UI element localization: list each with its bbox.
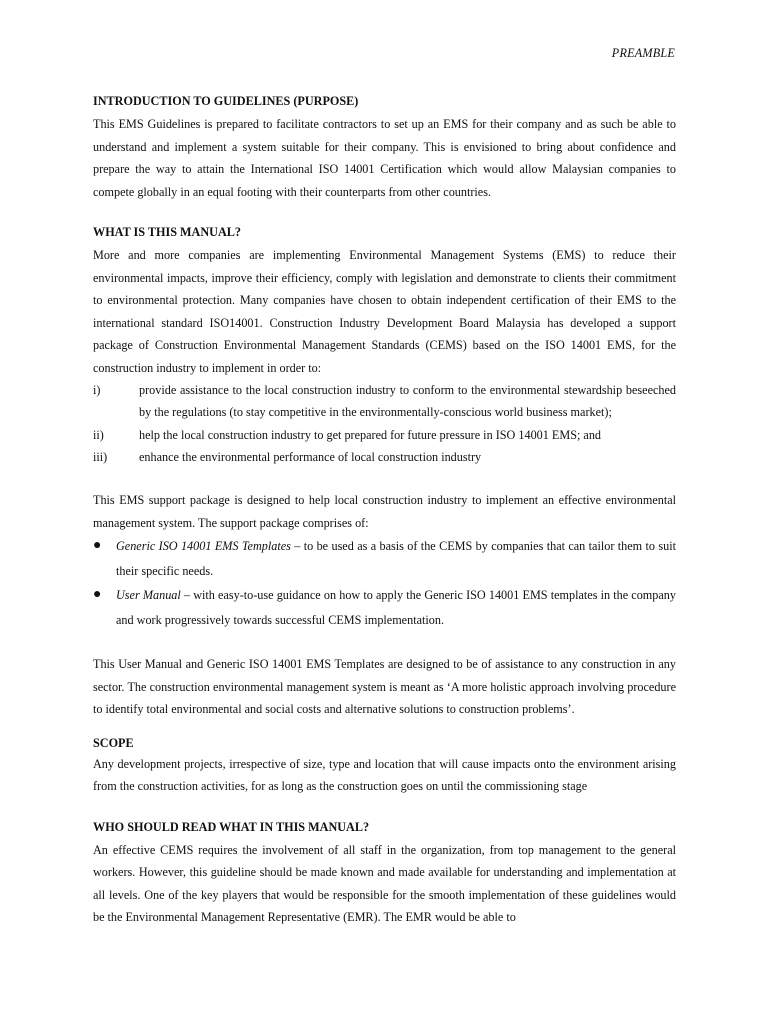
list-item-number: ii) [93, 427, 104, 442]
readers-paragraph: An effective CEMS requires the involvement of all staff in the organization, from top management to the general workers. However, this guideline should be made known and made available for understanding and implementation at all levels. One of the key players that would be responsible for the smooth implementation of these guidelines would be the Environmental Management Representative (EMR). The EMR would be able to [93, 842, 676, 925]
bullet-icon: ● [93, 538, 102, 554]
objectives-list [93, 379, 676, 468]
list-item-text: provide assistance to the local construction industry to conform to the environmental stewardship beseeched by the regulations (to stay competitive in the environmentally-conscious world business market); [139, 383, 676, 420]
closing-paragraph: This User Manual and Generic ISO 14001 EMS Templates are designed to be of assistance to any construction in any sector. The construction environmental management system is meant as ‘A more holistic approach involving procedure to identify total environmental and social costs and alternative solutions to construction problems’. [93, 657, 676, 717]
list-item-text: enhance the environmental performance of local construction industry [139, 449, 482, 464]
bullet-title: Generic ISO 14001 EMS Templates [116, 539, 291, 554]
list-item-number: iii) [93, 449, 108, 464]
list-item [93, 424, 676, 446]
intro-section [93, 89, 676, 203]
readers-section [93, 815, 676, 929]
package-intro-paragraph: This EMS support package is designed to help local construction industry to implement an effective environmental management system. The support package comprises of: [93, 493, 676, 530]
intro-paragraph: This EMS Guidelines is prepared to facilitate contractors to set up an EMS for their company and as such be able to understand and implement a system suitable for their company. This is envisioned to bring about confidence and prepare the way to attain the International ISO 14001 Certification which would allow Malaysian companies to compete globally in an equal footing with their counterparts from other countries. [93, 117, 676, 199]
list-item-text: help the local construction industry to get prepared for future pressure in ISO 14001 EMS; and [139, 427, 602, 442]
bullet-icon: ● [93, 587, 102, 603]
manual-heading: WHAT IS THIS MANUAL? [93, 225, 241, 239]
manual-paragraph: More and more companies are implementing Environmental Management Systems (EMS) to reduce their environmental impacts, improve their efficiency, comply with legislation and demonstrate to clients their commitment to environmental protection. Many companies have chosen to obtain independent certification of their EMS to the international standard ISO14001. Construction Industry Development Board Malaysia has developed a support package of Construction Environmental Management Standards (CEMS) based on the ISO 14001 EMS, for the construction industry to implement in order to: [93, 248, 676, 375]
intro-heading: INTRODUCTION TO GUIDELINES (PURPOSE) [93, 94, 359, 108]
bullet-item [93, 583, 676, 632]
bullet-title: User Manual [116, 588, 181, 603]
bullet-text: – to be used as a basis of the CEMS by companies that can tailor them to suit their specific needs. [116, 539, 676, 578]
document-content [93, 89, 676, 929]
package-bullet-list [93, 534, 676, 632]
bullet-text: – with easy-to-use guidance on how to apply the Generic ISO 14001 EMS templates in the company and work progressively towards successful CEMS implementation. [116, 588, 676, 627]
page-header: PREAMBLE [611, 46, 675, 60]
manual-section [93, 220, 676, 721]
readers-heading: WHO SHOULD READ WHAT IN THIS MANUAL? [93, 819, 370, 834]
bullet-item [93, 534, 676, 583]
scope-heading: SCOPE [93, 735, 134, 750]
scope-paragraph: Any development projects, irrespective of size, type and location that will cause impacts onto the environment arising from the construction activities, for as long as the construction goes on until the commissioning stage [93, 756, 676, 794]
list-item [93, 446, 676, 468]
scope-section [93, 733, 676, 798]
list-item [93, 379, 676, 424]
list-item-number: i) [93, 383, 101, 397]
